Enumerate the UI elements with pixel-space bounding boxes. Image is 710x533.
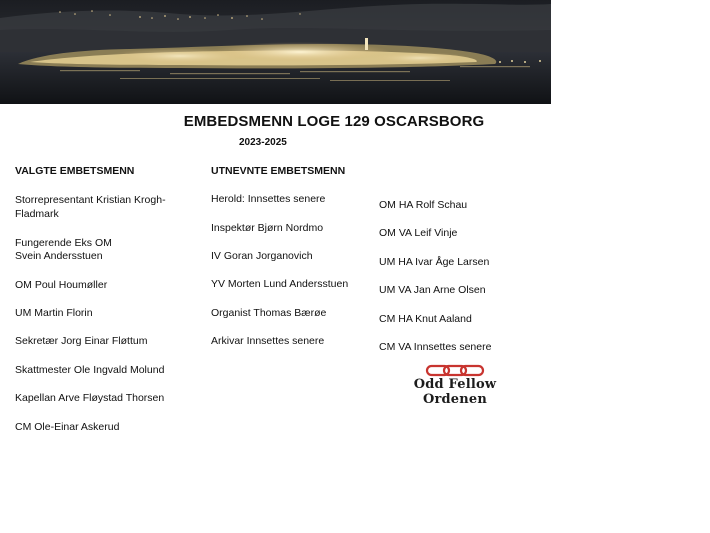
elected-entry-storrepresentant: Storrepresentant Kristian Krogh-Fladmark	[15, 194, 166, 220]
three-links-icon	[380, 364, 530, 378]
assistant-entry-um-va: UM VA Jan Arne Olsen	[379, 284, 486, 296]
elected-entry-cm: CM Ole-Einar Askerud	[15, 421, 120, 433]
appointed-entry-herold: Herold: Innsettes senere	[211, 193, 326, 205]
term-period: 2023-2025	[239, 137, 287, 148]
elected-entry-om: OM Poul Houmøller	[15, 279, 108, 291]
appointed-entry-arkivar: Arkivar Innsettes senere	[211, 335, 325, 347]
elected-entry-kapellan: Kapellan Arve Fløystad Thorsen	[15, 392, 165, 404]
elected-heading: VALGTE EMBETSMENN	[15, 165, 135, 177]
appointed-entry-inspektor: Inspektør Bjørn Nordmo	[211, 222, 324, 234]
elected-entry-sekretaer: Sekretær Jorg Einar Fløttum	[15, 335, 148, 347]
elected-entry-um: UM Martin Florin	[15, 307, 93, 319]
appointed-heading: UTNEVNTE EMBETSMENN	[211, 165, 346, 177]
appointed-entry-organist: Organist Thomas Bærøe	[211, 307, 327, 319]
assistant-entry-om-va: OM VA Leif Vinje	[379, 227, 458, 239]
logo-text: Odd Fellow Ordenen	[413, 377, 497, 407]
elected-entry-skattmester: Skattmester Ole Ingvald Molund	[15, 364, 165, 376]
odd-fellow-logo	[380, 364, 530, 407]
appointed-entry-iv: IV Goran Jorganovich	[211, 250, 313, 262]
assistant-entry-om-ha: OM HA Rolf Schau	[379, 199, 468, 211]
assistant-entry-cm-va: CM VA Innsettes senere	[379, 341, 492, 353]
elected-entry-fungerende-name: Svein Andersstuen	[15, 250, 103, 262]
page-title: EMBEDSMENN LOGE 129 OSCARSBORG	[183, 113, 485, 130]
assistant-entry-um-ha: UM HA Ivar Åge Larsen	[379, 256, 490, 268]
assistant-entry-cm-ha: CM HA Knut Aaland	[379, 313, 472, 325]
header-photo	[0, 0, 551, 104]
appointed-entry-yv: YV Morten Lund Andersstuen	[211, 278, 349, 290]
elected-entry-fungerende-eks-om: Fungerende Eks OM	[15, 237, 112, 249]
